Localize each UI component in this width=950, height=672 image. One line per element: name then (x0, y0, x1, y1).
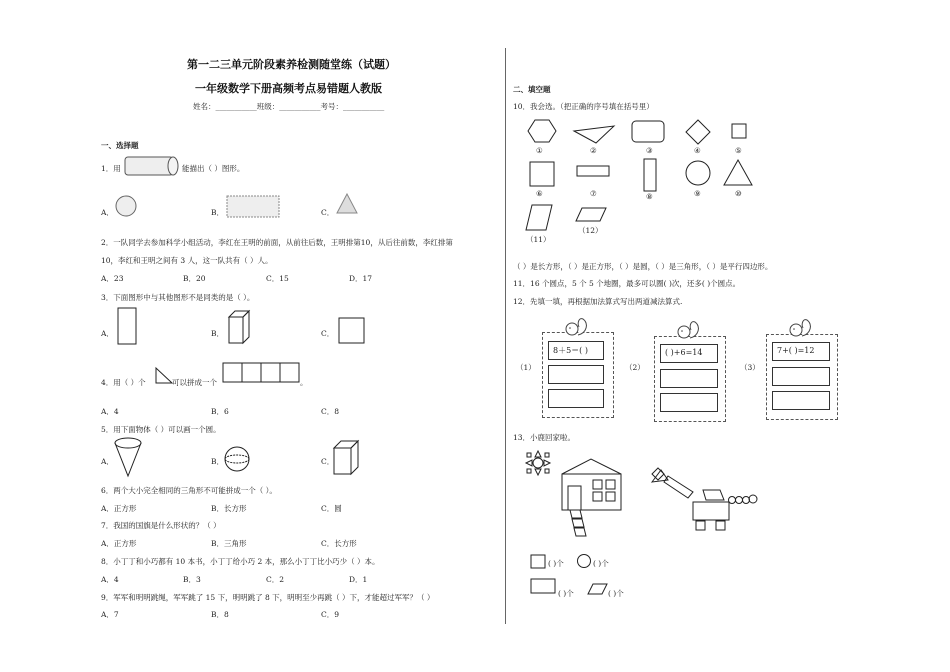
q9-option-c: C．9 (321, 610, 340, 619)
shape-label-7: ⑦ (590, 189, 597, 198)
q6-option-c: C．圆 (321, 504, 342, 513)
sun-icon (526, 451, 550, 475)
q5-text: 5．用下面物体（ ）可以画一个圆。 (101, 425, 221, 434)
q5-option-b: B． (211, 457, 225, 466)
right-triangle-shape-icon (574, 126, 614, 143)
q4-middle: 可以拼成一个 (172, 378, 217, 387)
small-square-shape-icon (732, 124, 746, 138)
q1-option-a: A． (101, 208, 114, 217)
shape-label-12: （12） (578, 226, 603, 235)
q6-text: 6．两个大小完全相同的三角形不可能拼成一个（ ）。 (101, 486, 277, 495)
q10-answer-line: （ ）是长方形，（ ）是正方形，（ ）是圆，（ ）是三角形，（ ）是平行四边形。 (513, 262, 773, 271)
rounded-rectangle-shape-icon (632, 121, 664, 142)
q3-text: 3．下面图形中与其他图形不是同类的是（ ）。 (101, 293, 255, 302)
house-icon (562, 459, 621, 536)
q1-option-c: C． (321, 208, 335, 217)
circle-shape-9-icon (686, 161, 710, 185)
card3-label: （3） (740, 363, 760, 372)
cuboid-icon (227, 309, 253, 345)
q1-option-b: B． (211, 208, 225, 217)
diamond-shape-icon (686, 120, 710, 144)
shape-label-5: ⑤ (735, 146, 742, 155)
q11-text: 11．16 个圆点，5 个 5 个地圈，最多可以圈( )次，还多( )个圆点。 (513, 279, 741, 288)
shape-label-6: ⑥ (536, 189, 543, 198)
section-choice-title: 一、选择题 (101, 141, 139, 150)
q13-rectangle-count: ( )个 (558, 589, 574, 598)
tall-rectangle-icon (117, 307, 139, 347)
cylinder-icon (124, 154, 180, 178)
shape-label-3: ③ (646, 146, 653, 155)
q8-option-c: C．2 (266, 575, 285, 584)
q4-end: 。 (300, 378, 308, 387)
vertical-rectangle-shape-icon (644, 159, 656, 191)
circle-shape-icon (115, 195, 139, 219)
q6-option-a: A．正方形 (101, 504, 137, 513)
shape-label-2: ② (590, 146, 597, 155)
q9-option-a: A．7 (101, 610, 119, 619)
q9-option-b: B．8 (211, 610, 229, 619)
card3-answer-box-2[interactable] (772, 391, 830, 410)
q1-prefix: 1．用 (101, 164, 121, 173)
page-title: 第一二三单元阶段素养检测随堂练（试题） (187, 58, 396, 71)
q3-option-c: C． (321, 329, 335, 338)
q4-option-a: A．4 (101, 407, 119, 416)
q12-text: 12．先填一填，再根据加法算式写出两道减法算式. (513, 297, 683, 306)
tall-parallelogram-shape-icon (526, 205, 552, 230)
q7-option-c: C．长方形 (321, 539, 357, 548)
squirrel-icon-2 (675, 318, 703, 342)
q1-suffix: 能描出（ ）图形。 (182, 164, 245, 173)
card2-label: （2） (625, 363, 645, 372)
squirrel-icon-3 (787, 316, 815, 340)
q13-text: 13．小鹿回家啦。 (513, 433, 576, 442)
q13-parallelogram-count: ( )个 (608, 589, 624, 598)
q3-option-a: A． (101, 329, 114, 338)
card2-answer-box-1[interactable] (660, 369, 718, 388)
cube-prism-icon (333, 440, 361, 476)
q7-option-a: A．正方形 (101, 539, 137, 548)
q2-option-a: A．23 (101, 274, 124, 283)
q5-option-a: A． (101, 457, 114, 466)
section-fill-title: 二、填空题 (513, 85, 551, 94)
shape-label-1: ① (536, 146, 543, 155)
q2-option-b: B．20 (183, 274, 206, 283)
q2-line2: 10，李红和王明之间有 3 人，这一队共有（ ）人。 (101, 256, 273, 265)
card2-equation: ( )+6=14 (665, 348, 703, 357)
q3-option-b: B． (211, 329, 225, 338)
triangle-shape-10-icon (724, 160, 752, 185)
squirrel-icon (563, 315, 591, 339)
triangle-shape-icon (337, 193, 359, 215)
q10-shapes-figure (520, 115, 780, 235)
card3-answer-box-1[interactable] (772, 367, 830, 386)
deer-icon (652, 468, 757, 530)
q7-option-b: B．三角形 (211, 539, 247, 548)
shape-label-4: ④ (694, 146, 701, 155)
cone-icon (113, 437, 145, 479)
q4-prefix: 4．用（ ）个 (101, 378, 146, 387)
circle-count-icon (577, 554, 593, 570)
card1-answer-box-1[interactable] (548, 365, 604, 384)
q8-option-a: A．4 (101, 575, 119, 584)
q10-text: 10．我会选。（把正确的序号填在括号里） (513, 102, 654, 111)
square-count-icon (530, 554, 548, 570)
square-shape-icon (338, 317, 368, 345)
q7-text: 7．我国的国旗是什么形状的？（ ） (101, 521, 221, 530)
page-subtitle: 一年级数学下册高频考点易错题人教版 (195, 82, 382, 95)
student-info-line: 姓名：___________班级：___________考号：___________ (193, 102, 385, 111)
shape-label-8: ⑧ (646, 192, 653, 201)
card1-equation: 8＋5＝( ) (553, 346, 588, 355)
flat-parallelogram-shape-icon (576, 208, 606, 221)
q6-option-b: B．长方形 (211, 504, 247, 513)
column-divider (505, 48, 506, 624)
hexagon-shape-icon (528, 120, 556, 142)
q8-option-b: B．3 (183, 575, 201, 584)
sphere-icon (224, 446, 252, 474)
q8-option-d: D．1 (349, 575, 368, 584)
q2-line1: 2．一队同学去参加科学小组活动，李红在王明的前面，从前往后数，王明排第10，从后往前数，李红排第 (101, 238, 453, 247)
q5-option-c: C． (321, 457, 335, 466)
q2-option-c: C．15 (266, 274, 289, 283)
q9-text: 9．军军和明明跳绳，军军跳了 15 下，明明跳了 8 下，明明至少再跳（ ）下，才能超过军军？（ ） (101, 593, 435, 602)
four-square-strip-icon (222, 362, 304, 386)
q4-option-c: C．8 (321, 407, 340, 416)
shape-label-9: ⑨ (694, 189, 701, 198)
q8-text: 8．小丁丁和小巧都有 10 本书，小丁丁给小巧 2 本，那么小丁丁比小巧少（ ）本。 (101, 557, 380, 566)
shape-label-10: ⑩ (735, 189, 742, 198)
rectangle-shape-icon (226, 195, 282, 219)
q13-circle-count: ( )个 (593, 559, 609, 568)
card3-equation: 7+( )=12 (777, 346, 815, 355)
q13-square-count: ( )个 (548, 559, 564, 568)
q2-option-d: D．17 (349, 274, 373, 283)
q4-option-b: B．6 (211, 407, 229, 416)
square-shape-6-icon (530, 162, 554, 186)
shape-label-11: （11） (526, 235, 551, 244)
card2-answer-box-2[interactable] (660, 393, 718, 412)
deer-house-figure (518, 448, 778, 548)
parallelogram-count-icon (587, 583, 609, 597)
card1-label: （1） (516, 363, 536, 372)
card1-answer-box-2[interactable] (548, 389, 604, 408)
rectangle-count-icon (530, 578, 558, 596)
flat-rectangle-shape-icon (577, 166, 609, 176)
